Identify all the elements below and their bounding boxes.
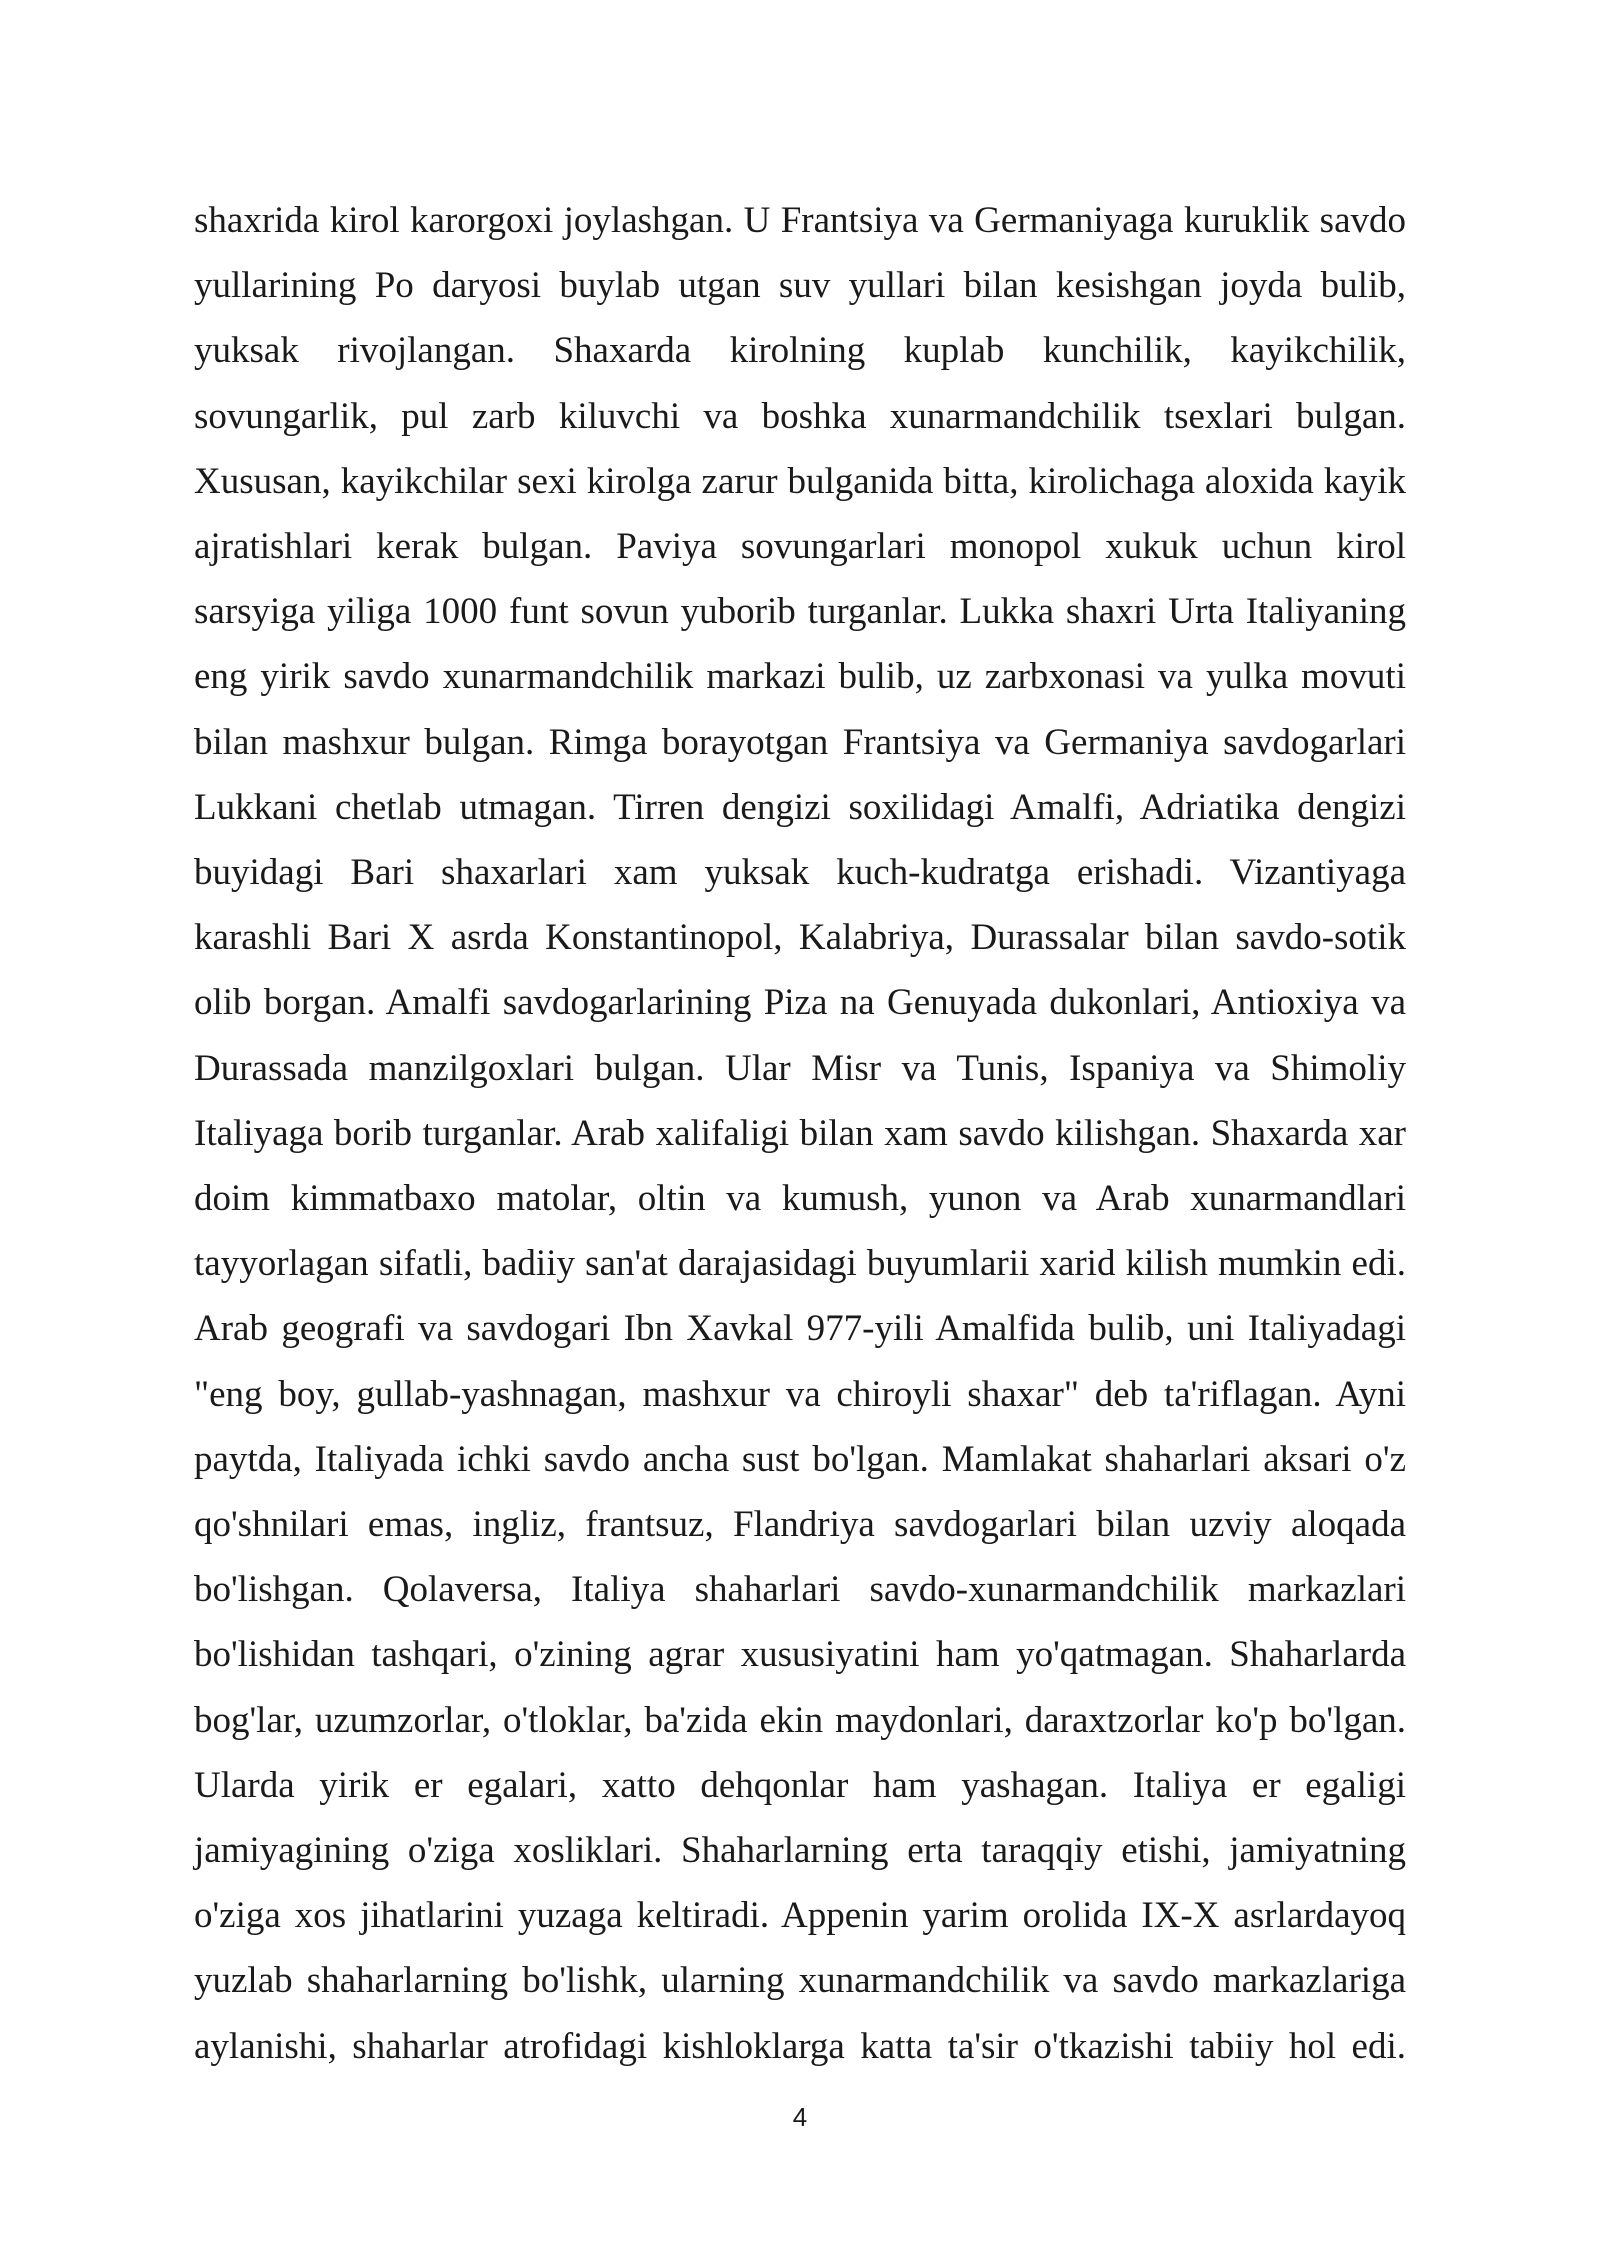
page-number: 4 bbox=[792, 2102, 808, 2132]
body-paragraph: shaxrida kirol karorgoxi joylashgan. U Frantsiya va Germaniyaga kuruklik savdo yullarining Po daryosi buylab utgan suv yullari bilan kesishgan joyda bulib, yuksak rivojlangan. Shaxarda kirolning kuplab kunchilik, kayikchilik, sovungarlik, pul zarb kiluvchi va boshka xunarmandchilik tsexlari bulgan. Xususan, kayikchilar sexi kirolga zarur bulganida bitta, kirolichaga aloxida kayik ajratishlari kerak bulgan. Paviya sovungarlari monopol xukuk uchun kirol sarsyiga yiliga 1000 funt sovun yuborib turganlar. Lukka shaxri Urta Italiyaning eng yirik savdo xunarmandchilik markazi bulib, uz zarbxonasi va yulka movuti bilan mashxur bulgan. Rimga borayotgan Frantsiya va Germaniya savdogarlari Lukkani chetlab utmagan. Tirren dengizi soxilidagi Amalfi, Adriatika dengizi buyidagi Bari shaxarlari xam yuksak kuch-kudratga erishadi. Vizantiyaga karashli Bari X asrda Konstantinopol, Kalabriya, Durassalar bilan savdo-sotik olib borgan. Amalfi savdogarlarining Piza na Genuyada dukonlari, Antioxiya va Durassada manzilgoxlari bulgan. Ular Misr va Tunis, Ispaniya va Shimoliy Italiyaga borib turganlar. Arab xalifaligi bilan xam savdo kilishgan. Shaxarda xar doim kimmatbaxo matolar, oltin va kumush, yunon va Arab xunarmandlari tayyorlagan sifatli, badiiy san'at darajasidagi buyumlarii xarid kilish mumkin edi. Arab geografi va savdogari Ibn Xavkal 977-yili Amalfida bulib, uni Italiyadagi "eng boy, gullab-yashnagan, mashxur va chiroyli shaxar" deb ta'riflagan. Ayni paytda, Italiyada ichki savdo ancha sust bo'lgan. Mamlakat shaharlari aksari o'z qo'shnilari emas, ingliz, frantsuz, Flandriya savdogarlari bilan uzviy aloqada bo'lishgan. Qolaversa, Italiya shaharlari savdo-xunarmandchilik markazlari bo'lishidan tashqari, o'zining agrar xususiyatini ham yo'qatmagan. Shaharlarda bog'lar, uzumzorlar, o'tloklar, ba'zida ekin maydonlari, daraxtzorlar ko'p bo'lgan. Ularda yirik er egalari, xatto dehqonlar ham yashagan. Italiya er egaligi jamiyagining o'ziga xosliklari. Shaharlarning erta taraqqiy etishi, jamiyatning o'ziga xos jihatlarini yuzaga keltiradi. Appenin yarim orolida IX-X asrlardayoq yuzlab shaharlarning bo'lishk, ularning xunarmandchilik va savdo markazlariga aylanishi, shaharlar atrofidagi kishloklarga katta ta'sir o'tkazishi tabiiy hol edi. bbox=[194, 200, 1406, 2067]
